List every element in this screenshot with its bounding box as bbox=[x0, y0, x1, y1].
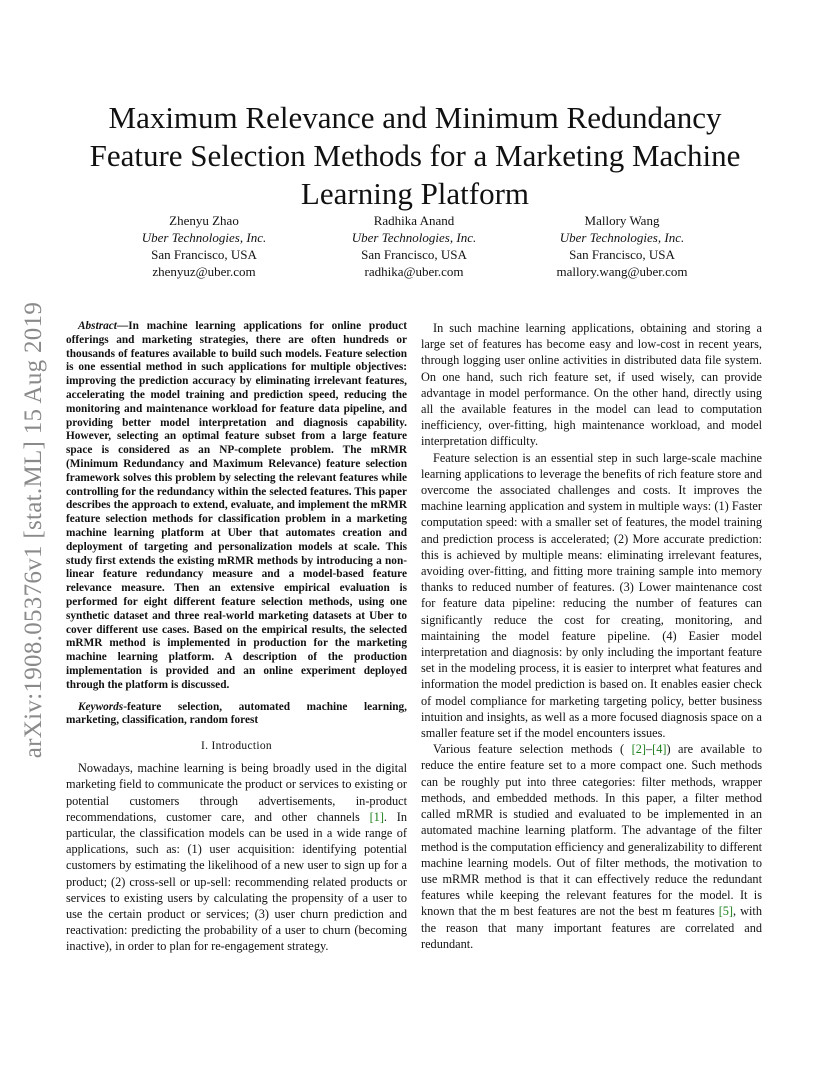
text-span: , with the reason that many important features are correlated and redundant. bbox=[421, 904, 763, 951]
citation-link[interactable]: [1] bbox=[369, 809, 384, 824]
section-heading-introduction: I. Introduction bbox=[201, 740, 272, 753]
text-span: Nowadays, machine learning is being broadly used in the digital marketing field to communicate the product or services to existing or potential customers through advertisements, in-product recommendations, customer care, and other channels bbox=[66, 761, 407, 824]
intro-paragraph-2: In such machine learning applications, obtaining and storing a large set of features has become easy and low-cost in recent years, through logging user online activities in distributed data file system. On one hand, such rich feature set, if used wisely, can provide advantage in model performance. On the other hand, directly using all the available features in the model can lead to computation inefficiency, over-fitting, high maintenance workload, and model interpretation difficulty. bbox=[421, 321, 762, 449]
keywords bbox=[66, 701, 407, 729]
author-block bbox=[0, 212, 828, 282]
citation-link[interactable]: [4] bbox=[652, 742, 667, 757]
arxiv-identifier: arXiv:1908.05376v1 [stat.ML] 15 Aug 2019 bbox=[20, 301, 47, 759]
author-affiliation: Uber Technologies, Inc. bbox=[559, 230, 685, 245]
author-affiliation: Uber Technologies, Inc. bbox=[141, 230, 267, 245]
abstract-text: —In machine learning applications for online product offerings and marketing strategies, there are often hundreds or thousands of features available to build such models. Feature selection is one essential method in such applications for multiple objectives: improving the prediction accuracy by eliminating irrelevant features, accelerating the model training and prediction speed, reducing the monitoring and maintenance workload for feature data pipeline, and providing better model interpretation and diagnosis capability. However, selecting an optimal feature subset from a large feature space is considered as an NP-complete problem. The mRMR (Minimum Redundancy and Maximum Relevance) feature selection framework solves this problem by selecting the relevant features while controlling for the redundancy within the selected features. This paper describes the approach to extend, evaluate, and implement the mRMR feature selection methods for classification problem in a marketing machine learning platform at Uber that automates creation and deployment of targeting and personalization models at scale. This study first extends the existing mRMR methods by introducing a non-linear feature redundancy measure and a model-based feature relevance measure. Then an extensive empirical evaluation is performed for eight different feature selection methods, using one synthetic dataset and three real-world marketing datasets at Uber to cover different use cases. Based on the empirical results, the selected mRMR method is implemented in production for the marketing machine learning platform. A description of the production implementation is provided and an online experiment deployed through the platform is discussed. bbox=[66, 320, 407, 691]
author-name: Zhenyu Zhao bbox=[169, 213, 239, 228]
abstract bbox=[66, 320, 407, 693]
keywords-lead: Keywords bbox=[78, 700, 124, 713]
author-3 bbox=[512, 212, 732, 280]
abstract-lead: Abstract bbox=[78, 320, 117, 332]
author-email: zhenyuz@uber.com bbox=[152, 264, 256, 279]
author-name: Radhika Anand bbox=[373, 213, 455, 228]
intro-paragraph-3: Feature selection is an essential step in such large-scale machine learning applications to leverage the benefits of rich feature store and overcome the associated challenges and costs. It improves the machine learning application and system in multiple ways: (1) Faster computation speed: with a smaller set of features, the model training and prediction process is accelerated; (2) More accurate prediction: this is achieved by multiple means: eliminating irrelevant features, avoiding over-fitting, and fitting more training sample into memory thanks to reduced number of features. (3) Lower maintenance cost for feature data pipeline: reducing the number of features can significantly reduce the cost for creating, monitoring, and maintaining the model feature pipeline. (4) Easier model interpretation and diagnosis: by only including the important feature set in the modeling process, it is easier to interpret what features and information the model prediction is based on. It enables easier check of model compliance for marketing targeting policy, better business intuition and insights, as well as a more focused diagnosis space on a smaller feature set if the model encounters issues. bbox=[421, 450, 762, 741]
keywords-text: -feature selection, automated machine learning, marketing, classification, random forest bbox=[66, 700, 407, 727]
intro-paragraph-4 bbox=[421, 741, 762, 952]
paper-title: Maximum Relevance and Minimum Redundancy Feature Selection Methods for a Marketing Machine Learning Platform bbox=[89, 99, 741, 211]
citation-link[interactable]: [5] bbox=[718, 904, 734, 919]
author-affiliation: Uber Technologies, Inc. bbox=[351, 230, 477, 245]
author-location: San Francisco, USA bbox=[151, 247, 257, 262]
right-column bbox=[421, 320, 762, 952]
author-name: Mallory Wang bbox=[584, 213, 660, 228]
author-1 bbox=[94, 212, 314, 280]
author-location: San Francisco, USA bbox=[361, 247, 467, 262]
author-location: San Francisco, USA bbox=[569, 247, 675, 262]
text-span: – bbox=[645, 742, 653, 757]
author-email: mallory.wang@uber.com bbox=[556, 264, 688, 279]
author-2 bbox=[304, 212, 524, 280]
citation-link[interactable]: [2] bbox=[631, 742, 646, 757]
text-span: . In particular, the classification models can be used in a wide range of applications, such as: (1) user acquisition: identifying potential customers by estimating the likelihood of a new user to sign up for a product; (2) cross-sell or up-sell: recommending related products or services to existing users by calculating the propensity of a user to use the certain product or services; (3) user churn prediction and reactivation: predicting the probability of a user to churn (becoming inactive), in order to plan for re-engagement strategy. bbox=[66, 809, 407, 954]
intro-paragraph-1 bbox=[66, 760, 407, 954]
text-span: ) are available to reduce the entire feature set to a more compact one. Such methods can be roughly put into three categories: filter methods, wrapper methods, and embedded methods. In this paper, a filter method called mRMR is studied and evaluated to be implemented in an automated machine learning platform. The advantage of the filter method is the computation efficiency and generalizability to different machine learning models. Out of filter methods, the motivation to use mRMR method is that it can effectively reduce the redundant features while keeping the relevant features for the model. It is known that the m best features are not the best m features bbox=[421, 742, 763, 919]
author-email: radhika@uber.com bbox=[364, 264, 464, 279]
left-column bbox=[66, 320, 407, 955]
text-span: Various feature selection methods ( bbox=[433, 742, 632, 757]
